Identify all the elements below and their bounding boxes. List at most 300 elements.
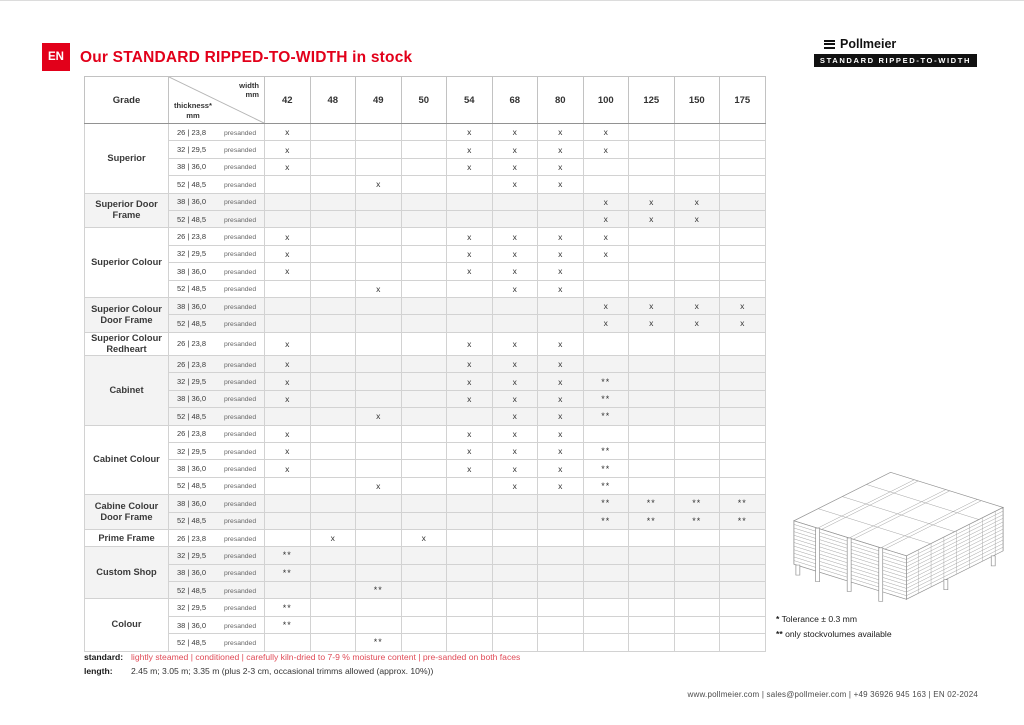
mark-cell: x xyxy=(447,442,493,459)
mark-cell xyxy=(583,564,629,581)
presanded-note: presanded xyxy=(224,361,257,369)
thickness-cell xyxy=(169,599,265,616)
mark-cell xyxy=(310,228,356,245)
thickness-value: 52 | 48,5 xyxy=(177,214,207,224)
mark-cell: x xyxy=(492,228,538,245)
presanded-note: presanded xyxy=(224,639,257,647)
stock-table xyxy=(84,76,766,652)
thickness-cell xyxy=(169,193,265,210)
presanded-note: presanded xyxy=(224,320,257,328)
mark-cell xyxy=(447,616,493,633)
mark-cell xyxy=(310,356,356,373)
presanded-note: presanded xyxy=(224,251,257,259)
stacked-bars-icon xyxy=(824,40,835,49)
thickness-cell xyxy=(169,495,265,512)
table-row xyxy=(85,193,766,210)
thickness-cell xyxy=(169,529,265,546)
table-row xyxy=(85,158,766,175)
mark-cell xyxy=(583,529,629,546)
thickness-axis-label: thickness* mm xyxy=(174,101,212,120)
mark-cell xyxy=(720,373,766,390)
width-column-header: 100 xyxy=(583,77,629,124)
mark-cell xyxy=(310,193,356,210)
mark-cell: x xyxy=(492,408,538,425)
mark-cell xyxy=(401,408,447,425)
mark-cell xyxy=(720,332,766,355)
grade-cell: Prime Frame xyxy=(85,529,169,546)
mark-cell xyxy=(674,582,720,599)
length-line xyxy=(84,666,433,676)
grade-cell: Superior Colour xyxy=(85,228,169,298)
width-thickness-corner-header xyxy=(169,77,265,124)
thickness-cell xyxy=(169,141,265,158)
thickness-cell xyxy=(169,297,265,314)
mark-cell xyxy=(674,245,720,262)
mark-cell xyxy=(629,263,675,280)
table-row xyxy=(85,332,766,355)
table-row xyxy=(85,297,766,314)
mark-cell xyxy=(720,228,766,245)
stock-text: only stockvolumes available xyxy=(785,629,892,639)
presanded-note: presanded xyxy=(224,605,257,613)
mark-cell xyxy=(265,297,311,314)
mark-cell: x xyxy=(265,356,311,373)
mark-cell xyxy=(356,512,402,529)
mark-cell xyxy=(447,176,493,193)
mark-cell: x xyxy=(265,228,311,245)
mark-cell xyxy=(401,477,447,494)
mark-cell: x xyxy=(629,210,675,227)
mark-cell: x xyxy=(538,332,584,355)
mark-cell xyxy=(401,460,447,477)
table-row xyxy=(85,582,766,599)
mark-cell xyxy=(401,425,447,442)
mark-cell: ** xyxy=(356,582,402,599)
mark-cell xyxy=(401,512,447,529)
mark-cell xyxy=(447,512,493,529)
mark-cell: x xyxy=(674,210,720,227)
mark-cell xyxy=(265,582,311,599)
table-row xyxy=(85,442,766,459)
mark-cell xyxy=(583,332,629,355)
mark-cell xyxy=(356,547,402,564)
standard-value: lightly steamed | conditioned | carefully kiln-dried to 7-9 % moisture content | pre-sanded on both faces xyxy=(131,652,521,662)
width-column-header: 80 xyxy=(538,77,584,124)
thickness-cell xyxy=(169,210,265,227)
mark-cell xyxy=(492,634,538,651)
mark-cell xyxy=(720,141,766,158)
mark-cell: x xyxy=(492,425,538,442)
mark-cell xyxy=(265,210,311,227)
length-label: length: xyxy=(84,666,113,676)
mark-cell xyxy=(265,193,311,210)
mark-cell xyxy=(629,124,675,141)
thickness-cell xyxy=(169,315,265,332)
mark-cell xyxy=(720,124,766,141)
mark-cell xyxy=(310,158,356,175)
mark-cell xyxy=(674,228,720,245)
mark-cell xyxy=(310,373,356,390)
presanded-note: presanded xyxy=(224,379,257,387)
mark-cell: x xyxy=(538,228,584,245)
mark-cell: x xyxy=(538,263,584,280)
mark-cell xyxy=(356,141,402,158)
presanded-note: presanded xyxy=(224,234,257,242)
presanded-note: presanded xyxy=(224,431,257,439)
mark-cell xyxy=(720,425,766,442)
mark-cell xyxy=(674,634,720,651)
mark-cell: x xyxy=(492,141,538,158)
mark-cell: ** xyxy=(583,512,629,529)
mark-cell: x xyxy=(265,245,311,262)
width-column-header: 48 xyxy=(310,77,356,124)
mark-cell xyxy=(310,425,356,442)
table-row xyxy=(85,616,766,633)
thickness-cell xyxy=(169,442,265,459)
thickness-cell xyxy=(169,245,265,262)
mark-cell xyxy=(629,547,675,564)
mark-cell xyxy=(356,228,402,245)
mark-cell xyxy=(492,297,538,314)
contact-line: www.pollmeier.com | sales@pollmeier.com | +49 36926 945 163 | EN 02-2024 xyxy=(687,690,978,699)
mark-cell xyxy=(629,634,675,651)
width-column-header: 68 xyxy=(492,77,538,124)
mark-cell xyxy=(720,529,766,546)
presanded-note: presanded xyxy=(224,341,257,349)
mark-cell xyxy=(674,124,720,141)
mark-cell xyxy=(447,297,493,314)
mark-cell xyxy=(720,176,766,193)
mark-cell xyxy=(401,599,447,616)
mark-cell xyxy=(492,564,538,581)
mark-cell xyxy=(720,564,766,581)
mark-cell: ** xyxy=(356,634,402,651)
mark-cell xyxy=(674,547,720,564)
mark-cell xyxy=(674,442,720,459)
thickness-value: 52 | 48,5 xyxy=(177,481,207,491)
mark-cell xyxy=(356,356,402,373)
mark-cell xyxy=(674,425,720,442)
mark-cell xyxy=(629,245,675,262)
table-row xyxy=(85,460,766,477)
mark-cell xyxy=(583,176,629,193)
mark-cell xyxy=(310,547,356,564)
mark-cell: ** xyxy=(674,512,720,529)
mark-cell xyxy=(310,616,356,633)
mark-cell xyxy=(674,280,720,297)
mark-cell: x xyxy=(265,425,311,442)
mark-cell xyxy=(310,512,356,529)
grade-cell: Cabinet Colour xyxy=(85,425,169,495)
stock-note xyxy=(776,627,892,642)
mark-cell xyxy=(492,315,538,332)
mark-cell xyxy=(265,280,311,297)
mark-cell xyxy=(720,245,766,262)
thickness-value: 26 | 23,8 xyxy=(177,429,207,439)
mark-cell xyxy=(674,616,720,633)
mark-cell: x xyxy=(447,228,493,245)
width-column-header: 54 xyxy=(447,77,493,124)
mark-cell xyxy=(629,529,675,546)
grade-cell: Superior xyxy=(85,124,169,194)
mark-cell: x xyxy=(401,529,447,546)
mark-cell xyxy=(356,373,402,390)
presanded-note: presanded xyxy=(224,286,257,294)
mark-cell xyxy=(538,616,584,633)
mark-cell: x xyxy=(538,460,584,477)
mark-cell xyxy=(629,442,675,459)
grade-column-header: Grade xyxy=(85,77,169,124)
mark-cell xyxy=(629,176,675,193)
mark-cell: x xyxy=(492,263,538,280)
thickness-cell xyxy=(169,280,265,297)
mark-cell xyxy=(310,634,356,651)
mark-cell: ** xyxy=(720,512,766,529)
mark-cell xyxy=(720,356,766,373)
mark-cell xyxy=(310,390,356,407)
mark-cell: x xyxy=(447,390,493,407)
table-row xyxy=(85,547,766,564)
mark-cell: ** xyxy=(583,495,629,512)
thickness-cell xyxy=(169,582,265,599)
grade-cell: Superior Door Frame xyxy=(85,193,169,228)
mark-cell: ** xyxy=(629,495,675,512)
mark-cell xyxy=(401,442,447,459)
grade-cell: Cabinet xyxy=(85,356,169,426)
mark-cell xyxy=(356,158,402,175)
thickness-value: 38 | 36,0 xyxy=(177,394,207,404)
mark-cell xyxy=(310,210,356,227)
mark-cell xyxy=(583,547,629,564)
mark-cell: x xyxy=(629,315,675,332)
length-value: 2.45 m; 3.05 m; 3.35 m (plus 2-3 cm, occasional trimms allowed (approx. 10%)) xyxy=(131,666,434,676)
mark-cell xyxy=(356,315,402,332)
width-column-header: 49 xyxy=(356,77,402,124)
mark-cell xyxy=(356,460,402,477)
mark-cell xyxy=(310,297,356,314)
mark-cell xyxy=(629,280,675,297)
standard-line xyxy=(84,652,520,662)
mark-cell: x xyxy=(265,460,311,477)
mark-cell: x xyxy=(447,245,493,262)
table-row xyxy=(85,124,766,141)
mark-cell: x xyxy=(492,280,538,297)
thickness-value: 26 | 23,8 xyxy=(177,232,207,242)
mark-cell: x xyxy=(538,390,584,407)
mark-cell xyxy=(310,124,356,141)
presanded-note: presanded xyxy=(224,535,257,543)
thickness-value: 52 | 48,5 xyxy=(177,284,207,294)
mark-cell xyxy=(629,477,675,494)
mark-cell xyxy=(356,495,402,512)
mark-cell xyxy=(674,564,720,581)
mark-cell xyxy=(401,616,447,633)
mark-cell: x xyxy=(447,460,493,477)
mark-cell xyxy=(356,297,402,314)
mark-cell: x xyxy=(265,373,311,390)
mark-cell xyxy=(674,158,720,175)
presanded-note: presanded xyxy=(224,448,257,456)
thickness-value: 38 | 36,0 xyxy=(177,162,207,172)
presanded-note: presanded xyxy=(224,181,257,189)
thickness-value: 32 | 29,5 xyxy=(177,145,207,155)
mark-cell xyxy=(492,210,538,227)
mark-cell xyxy=(265,408,311,425)
mark-cell xyxy=(538,634,584,651)
mark-cell xyxy=(356,193,402,210)
tolerance-star: * xyxy=(776,614,780,624)
presanded-note: presanded xyxy=(224,216,257,224)
table-row xyxy=(85,210,766,227)
mark-cell: ** xyxy=(583,477,629,494)
thickness-value: 38 | 36,0 xyxy=(177,568,207,578)
mark-cell: ** xyxy=(583,442,629,459)
mark-cell xyxy=(310,582,356,599)
mark-cell: x xyxy=(265,124,311,141)
mark-cell xyxy=(629,332,675,355)
mark-cell xyxy=(720,460,766,477)
product-badge: STANDARD RIPPED-TO-WIDTH xyxy=(814,54,977,67)
mark-cell xyxy=(447,564,493,581)
mark-cell xyxy=(401,124,447,141)
mark-cell: x xyxy=(538,356,584,373)
presanded-note: presanded xyxy=(224,570,257,578)
mark-cell: x xyxy=(583,210,629,227)
mark-cell: x xyxy=(447,373,493,390)
pollmeier-logo xyxy=(814,37,977,51)
mark-cell xyxy=(401,263,447,280)
thickness-cell xyxy=(169,332,265,355)
mark-cell xyxy=(356,599,402,616)
mark-cell xyxy=(447,280,493,297)
mark-cell: x xyxy=(629,193,675,210)
mark-cell xyxy=(674,373,720,390)
mark-cell xyxy=(720,158,766,175)
mark-cell xyxy=(629,141,675,158)
thickness-cell xyxy=(169,460,265,477)
thickness-value: 52 | 48,5 xyxy=(177,637,207,647)
width-column-header: 50 xyxy=(401,77,447,124)
mark-cell: x xyxy=(583,193,629,210)
mark-cell xyxy=(629,460,675,477)
mark-cell xyxy=(401,141,447,158)
mark-cell: x xyxy=(538,477,584,494)
mark-cell xyxy=(265,477,311,494)
thickness-cell xyxy=(169,564,265,581)
mark-cell xyxy=(720,477,766,494)
presanded-note: presanded xyxy=(224,396,257,404)
thickness-value: 26 | 23,8 xyxy=(177,533,207,543)
mark-cell: x xyxy=(583,297,629,314)
mark-cell xyxy=(310,245,356,262)
table-row xyxy=(85,280,766,297)
thickness-value: 32 | 29,5 xyxy=(177,377,207,387)
thickness-cell xyxy=(169,477,265,494)
thickness-value: 38 | 36,0 xyxy=(177,301,207,311)
mark-cell xyxy=(310,460,356,477)
mark-cell xyxy=(447,495,493,512)
mark-cell xyxy=(447,193,493,210)
mark-cell xyxy=(310,599,356,616)
thickness-cell xyxy=(169,425,265,442)
thickness-cell xyxy=(169,616,265,633)
mark-cell xyxy=(310,315,356,332)
mark-cell: x xyxy=(356,477,402,494)
page-title: Our STANDARD RIPPED-TO-WIDTH in stock xyxy=(80,49,413,66)
mark-cell xyxy=(674,263,720,280)
width-axis-label: width mm xyxy=(239,81,259,100)
thickness-cell xyxy=(169,547,265,564)
mark-cell: x xyxy=(265,141,311,158)
mark-cell xyxy=(265,634,311,651)
presanded-note: presanded xyxy=(224,199,257,207)
mark-cell: ** xyxy=(583,390,629,407)
mark-cell xyxy=(310,477,356,494)
mark-cell xyxy=(720,280,766,297)
mark-cell xyxy=(401,176,447,193)
mark-cell: x xyxy=(674,297,720,314)
tolerance-note xyxy=(776,612,892,627)
mark-cell: x xyxy=(492,176,538,193)
mark-cell xyxy=(720,390,766,407)
mark-cell xyxy=(401,332,447,355)
table-row xyxy=(85,315,766,332)
mark-cell: x xyxy=(356,408,402,425)
mark-cell xyxy=(356,124,402,141)
mark-cell xyxy=(629,616,675,633)
width-column-header: 42 xyxy=(265,77,311,124)
mark-cell xyxy=(674,599,720,616)
language-badge: EN xyxy=(42,43,70,71)
mark-cell xyxy=(674,356,720,373)
mark-cell xyxy=(401,547,447,564)
mark-cell xyxy=(401,297,447,314)
mark-cell xyxy=(401,315,447,332)
mark-cell xyxy=(492,529,538,546)
mark-cell xyxy=(492,193,538,210)
mark-cell xyxy=(265,529,311,546)
mark-cell: x xyxy=(447,332,493,355)
mark-cell xyxy=(401,158,447,175)
mark-cell xyxy=(310,495,356,512)
thickness-cell xyxy=(169,124,265,141)
mark-cell xyxy=(538,315,584,332)
mark-cell xyxy=(356,616,402,633)
mark-cell xyxy=(265,512,311,529)
mark-cell: x xyxy=(538,158,584,175)
mark-cell: x xyxy=(447,158,493,175)
width-column-header: 175 xyxy=(720,77,766,124)
mark-cell xyxy=(629,564,675,581)
mark-cell xyxy=(310,176,356,193)
mark-cell: x xyxy=(538,442,584,459)
mark-cell: x xyxy=(265,442,311,459)
grade-cell: Superior Colour Redheart xyxy=(85,332,169,355)
mark-cell xyxy=(720,582,766,599)
mark-cell xyxy=(674,477,720,494)
mark-cell xyxy=(629,356,675,373)
mark-cell xyxy=(447,582,493,599)
mark-cell: x xyxy=(356,176,402,193)
mark-cell xyxy=(674,408,720,425)
mark-cell xyxy=(401,373,447,390)
tolerance-text: Tolerance ± 0.3 mm xyxy=(781,614,857,624)
table-row xyxy=(85,263,766,280)
mark-cell xyxy=(538,564,584,581)
mark-cell xyxy=(492,616,538,633)
mark-cell xyxy=(629,228,675,245)
thickness-value: 52 | 48,5 xyxy=(177,516,207,526)
